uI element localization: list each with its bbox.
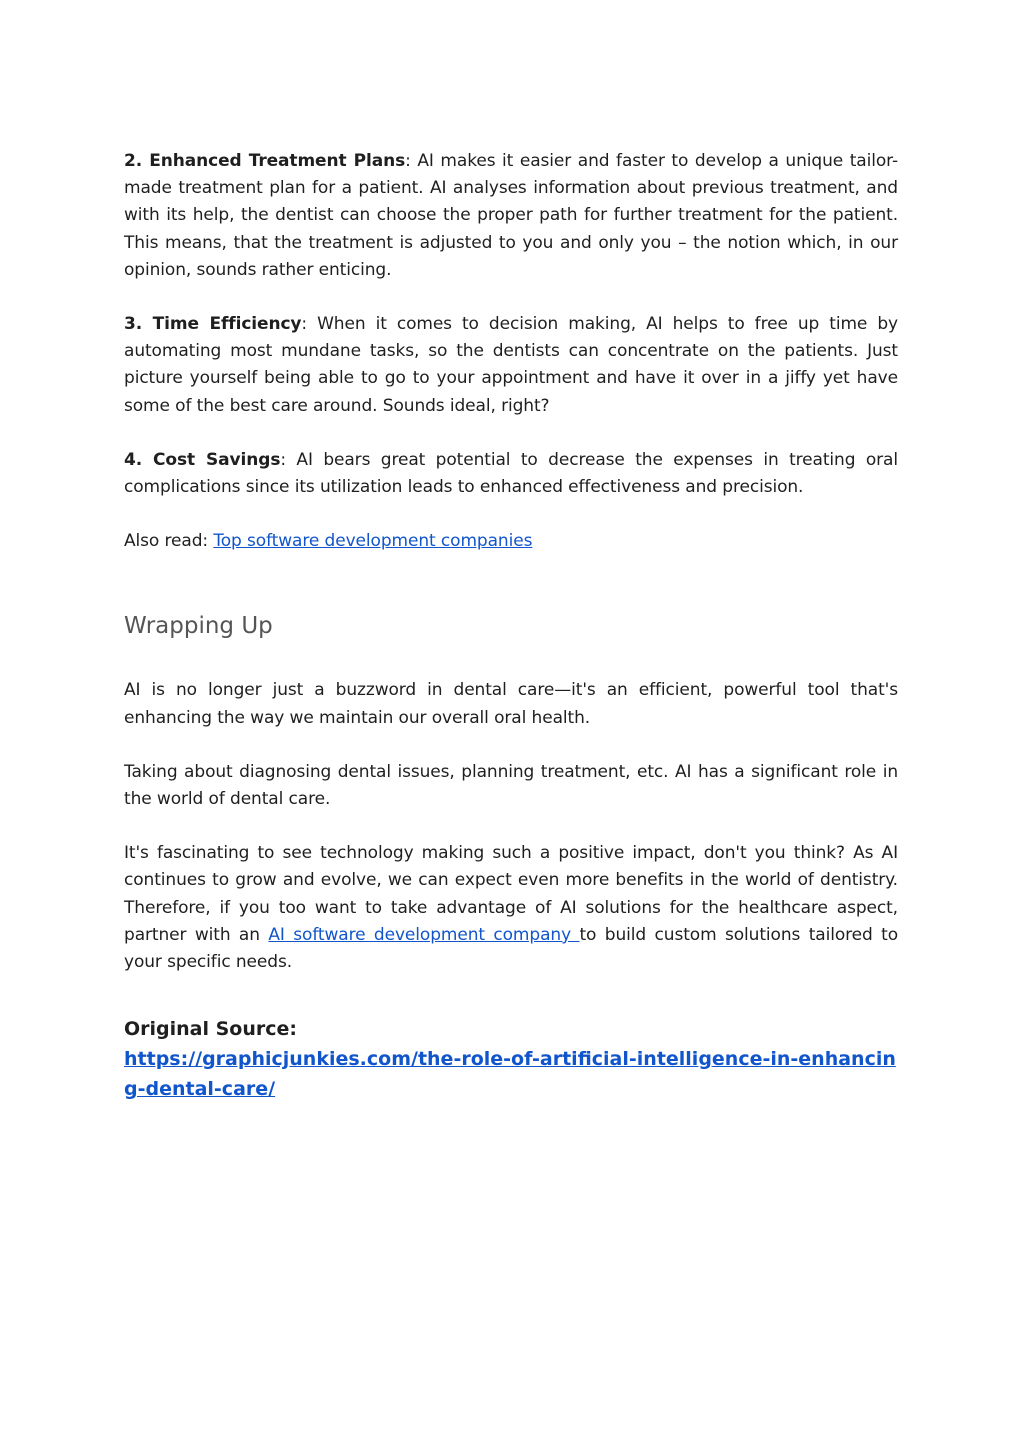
paragraph-title: 3. Time Efficiency (124, 314, 302, 335)
ai-software-company-link[interactable]: AI software development company (268, 924, 580, 945)
section-heading-wrapping-up: Wrapping Up (124, 613, 273, 640)
original-source-block (124, 1014, 898, 1104)
paragraph-title: 4. Cost Savings (124, 449, 281, 470)
paragraph-enhanced-treatment-plans (124, 148, 898, 284)
paragraph-conclusion-2: Taking about diagnosing dental issues, planning treatment, etc. AI has a significant role in the world of dental care. (124, 761, 898, 810)
paragraph-cost-savings (124, 447, 898, 501)
paragraph-conclusion-1: AI is no longer just a buzzword in dental care—it's an efficient, powerful tool that's enhancing the way we maintain our overall oral health. (124, 680, 898, 728)
document-page (124, 148, 898, 1104)
also-read-line (124, 528, 898, 555)
paragraph-text: : When it comes to decision making, AI helps to free up time by automating most mundane tasks, so the dentists can concentrate on the patients. Just picture yourself being able to go to your appointment and have it over in a jiffy yet have some of the best care around. Sounds ideal, right? (124, 314, 898, 416)
paragraph-text: to build custom solutions tailored to your specific needs. (124, 924, 898, 973)
paragraph-title: 2. Enhanced Treatment Plans (124, 151, 406, 171)
top-software-companies-link[interactable]: Top software development companies (213, 531, 533, 552)
original-source-label: Original Source: (124, 1018, 298, 1041)
also-read-prefix: Also read: (124, 531, 214, 552)
paragraph-time-efficiency (124, 311, 898, 420)
original-source-link[interactable]: https://graphicjunkies.com/the-role-of-artificial-intelligence-in-enhancing-dental-care/ (124, 1048, 896, 1101)
paragraph-text: : AI makes it easier and faster to develop a unique tailor-made treatment plan for a patient. AI analyses information about previous treatment, and with its help, the dentist can choose the proper path for further treatment for the patient. This means, that the treatment is adjusted to you and only you – the notion which, in our opinion, sounds rather enticing. (124, 151, 899, 280)
paragraph-text: : AI bears great potential to decrease the expenses in treating oral complications since its utilization leads to enhanced effectiveness and precision. (124, 449, 898, 498)
paragraph-text: It's fascinating to see technology making such a positive impact, don't you think? As AI continues to grow and evolve, we can expect even more benefits in the world of dentistry. Therefore, if you too want to take advantage of AI solutions for the healthcare aspect, partner with an (124, 843, 898, 945)
paragraph-conclusion-3 (124, 840, 898, 976)
